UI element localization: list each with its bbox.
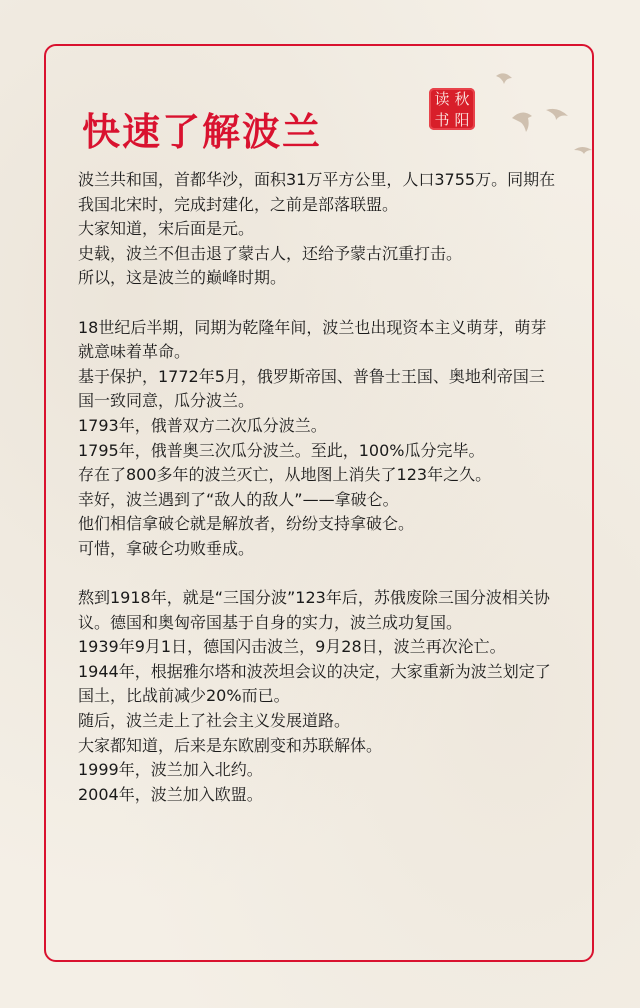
seal-char: 书	[434, 110, 450, 129]
paragraph-line: 1999年，波兰加入北约。	[78, 760, 263, 780]
bird-icon	[512, 112, 532, 132]
paragraph-line: 波兰共和国，首都华沙，面积31万平方公里，人口3755万。同期在我国北宋时，完成封建化，之前是部落联盟。	[78, 170, 556, 214]
paragraph-line: 1793年，俄普双方二次瓜分波兰。	[78, 415, 327, 435]
paragraph-line: 存在了800多年的波兰灭亡，从地图上消失了123年之久。	[78, 465, 492, 485]
paragraph-line: 1944年，根据雅尔塔和波茨坦会议的决定，大家重新为波兰划定了国土，比战前减少20%而已。	[78, 661, 551, 706]
page-title: 快速了解波兰	[82, 110, 323, 154]
paragraph-line: 18世纪后半期，同期为乾隆年间，波兰也出现资本主义萌芽，萌芽就意味着革命。	[78, 317, 547, 362]
bird-icon	[574, 147, 592, 154]
paragraph-line: 幸好，波兰遇到了“敌人的敌人”——拿破仑。	[78, 489, 399, 509]
paragraph-line: 基于保护，1772年5月，俄罗斯帝国、普鲁士王国、奥地利帝国三国一致同意，瓜分波兰。	[78, 366, 545, 411]
paragraph-gap	[78, 562, 558, 587]
seal-char: 读	[434, 89, 450, 108]
paragraph-gap	[78, 291, 558, 316]
paragraph-line: 可惜，拿破仑功败垂成。	[78, 538, 255, 558]
paragraph-line: 随后，波兰走上了社会主义发展道路。	[78, 711, 351, 731]
paragraph-line: 所以，这是波兰的巅峰时期。	[78, 268, 287, 288]
article-body	[78, 168, 558, 807]
bird-icon	[546, 109, 568, 120]
seal-stamp	[429, 88, 475, 130]
bird-icon	[496, 73, 512, 84]
paragraph-line: 大家知道，宋后面是元。	[78, 219, 255, 239]
paragraph-line: 大家都知道，后来是东欧剧变和苏联解体。	[78, 735, 383, 755]
seal-char: 阳	[454, 110, 470, 129]
paragraph-line: 他们相信拿破仑就是解放者，纷纷支持拿破仑。	[78, 514, 415, 534]
paragraph-line: 1939年9月1日，德国闪击波兰，9月28日，波兰再次沦亡。	[78, 637, 506, 657]
seal-char: 秋	[454, 89, 470, 108]
flying-birds-decoration	[490, 62, 610, 172]
paragraph-line: 1795年，俄普奥三次瓜分波兰。至此，100%瓜分完毕。	[78, 440, 485, 460]
paragraph-line: 熬到1918年，就是“三国分波”123年后，苏俄废除三国分波相关协议。德国和奥匈帝国基于自身的实力，波兰成功复国。	[78, 588, 550, 632]
paragraph-line: 史载，波兰不但击退了蒙古人，还给予蒙古沉重打击。	[78, 243, 463, 263]
paragraph-line: 2004年，波兰加入欧盟。	[78, 784, 263, 804]
